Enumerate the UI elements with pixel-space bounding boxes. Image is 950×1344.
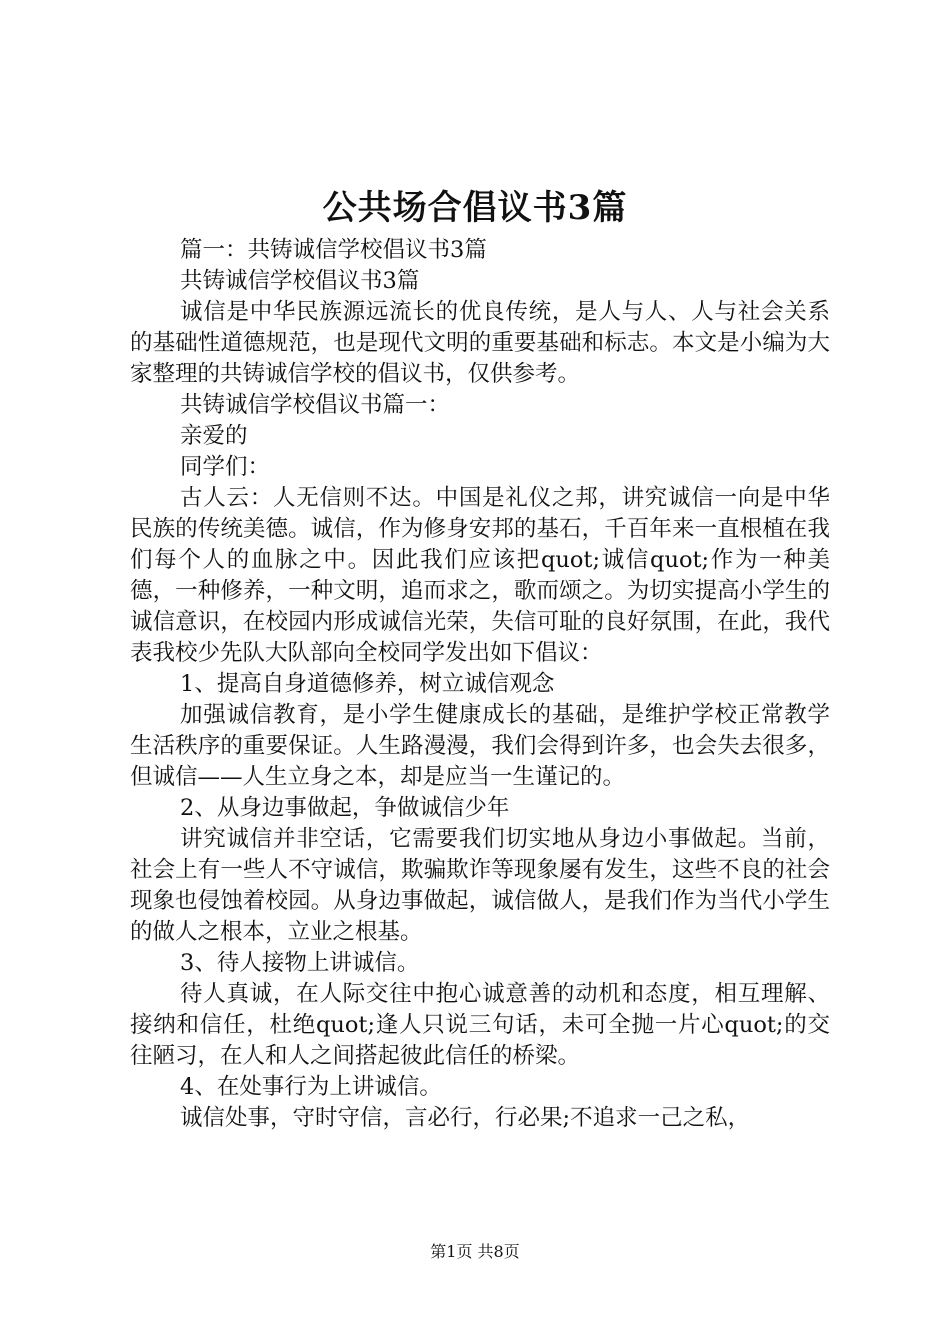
section-heading: 1、提高自身道德修养，树立诚信观念 [180, 671, 555, 697]
paragraph: 古人云：人无信则不达。中国是礼仪之邦，讲究诚信一向是中华民族的传统美德。诚信，作为修身安邦的基石，千百年来一直根植在我们每个人的血脉之中。因此我们应该把quot;诚信quot;作为一种美德，一种修养，一种文明，追而求之，歌而颂之。为切实提高小学生的诚信意识，在校园内形成诚信光荣，失信可耻的良好氛围，在此，我代表我校少先队大队部向全校同学发出如下倡议： [130, 485, 830, 666]
paragraph: 诚信处事，守时守信，言必行，行必果;不追求一己之私， [180, 1105, 751, 1131]
paragraph: 诚信是中华民族源远流长的优良传统，是人与人、人与社会关系的基础性道德规范，也是现代文明的重要基础和标志。本文是小编为大家整理的共铸诚信学校的倡议书，仅供参考。 [130, 299, 830, 387]
paragraph: 共铸诚信学校倡议书篇一： [180, 392, 451, 418]
section-heading: 3、待人接物上讲诚信。 [180, 950, 420, 976]
paragraph: 待人真诚，在人际交往中抱心诚意善的动机和态度，相互理解、接纳和信任，杜绝quot;逢人只说三句话，未可全抛一片心quot;的交往陋习，在人和人之间搭起彼此信任的桥梁。 [130, 981, 830, 1069]
document-body [130, 235, 830, 1134]
paragraph: 共铸诚信学校倡议书3篇 [180, 268, 420, 294]
page-footer: 第1页 共8页 [430, 1242, 520, 1261]
document-title: 公共场合倡议书3篇 [322, 188, 628, 228]
section-heading: 2、从身边事做起，争做诚信少年 [180, 795, 510, 821]
paragraph: 讲究诚信并非空话，它需要我们切实地从身边小事做起。当前，社会上有一些人不守诚信，欺骗欺诈等现象屡有发生，这些不良的社会现象也侵蚀着校园。从身边事做起，诚信做人，是我们作为当代小学生的做人之根本，立业之根基。 [130, 826, 830, 945]
paragraph: 篇一：共铸诚信学校倡议书3篇 [180, 237, 487, 263]
section-heading: 4、在处事行为上讲诚信。 [180, 1074, 442, 1100]
paragraph: 同学们： [180, 454, 271, 480]
paragraph: 亲爱的 [180, 423, 248, 449]
paragraph: 加强诚信教育，是小学生健康成长的基础，是维护学校正常教学生活秩序的重要保证。人生路漫漫，我们会得到许多，也会失去很多，但诚信——人生立身之本，却是应当一生谨记的。 [130, 702, 830, 790]
